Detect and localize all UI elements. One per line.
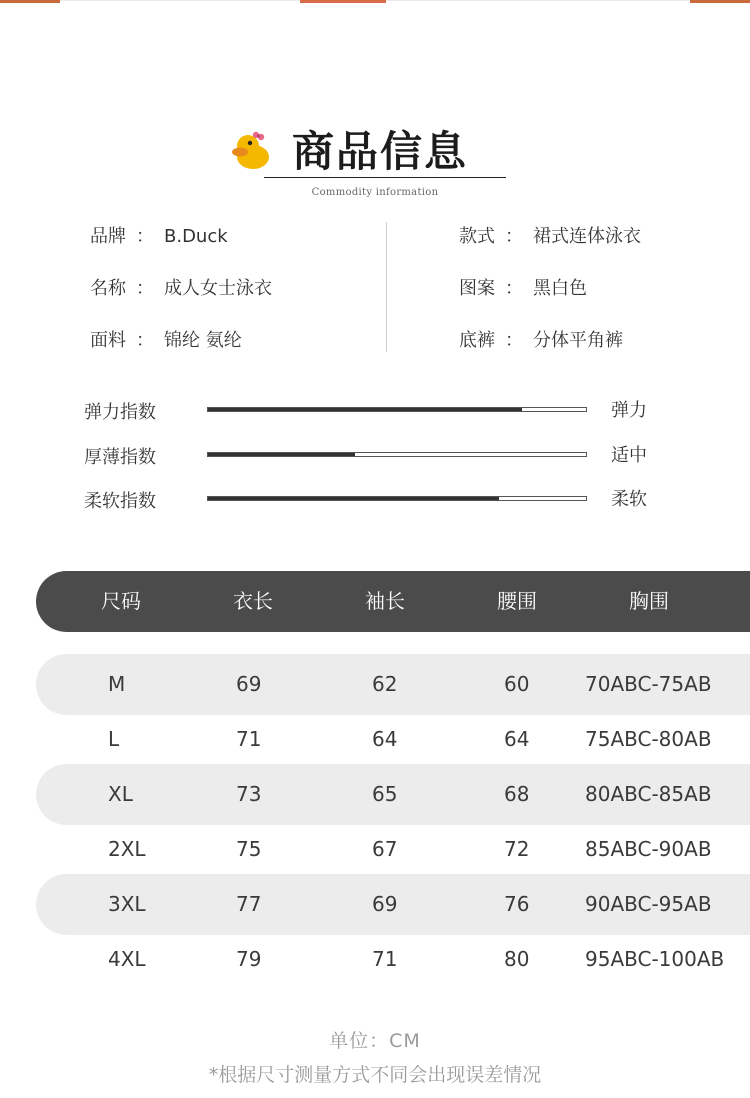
index-label: 厚薄指数 bbox=[84, 447, 156, 468]
page-subtitle: Commodity information bbox=[311, 187, 439, 198]
cell-length: 69 bbox=[236, 672, 262, 696]
info-label: 款式 bbox=[459, 226, 495, 247]
info-label: 图案 bbox=[459, 278, 495, 299]
info-separator: ： bbox=[505, 278, 523, 299]
cell-sleeve: 62 bbox=[372, 672, 398, 696]
top-accent-left bbox=[0, 0, 60, 3]
info-brand bbox=[90, 222, 228, 248]
index-bar-track bbox=[207, 496, 587, 501]
cell-bust: 90ABC-95AB bbox=[585, 892, 712, 916]
page-title: 商品信息 bbox=[292, 127, 469, 176]
info-value: 锦纶 氨纶 bbox=[164, 330, 242, 351]
info-value: 裙式连体泳衣 bbox=[533, 226, 641, 247]
cell-size: 4XL bbox=[108, 947, 146, 971]
title-underline bbox=[264, 177, 506, 178]
index-bar-track bbox=[207, 407, 587, 412]
info-style bbox=[459, 222, 641, 248]
table-row bbox=[36, 929, 750, 990]
info-separator: ： bbox=[505, 226, 523, 247]
cell-length: 73 bbox=[236, 782, 262, 806]
info-pattern bbox=[459, 274, 587, 300]
cell-length: 77 bbox=[236, 892, 262, 916]
unit-label: 单位：CM bbox=[329, 1030, 421, 1052]
cell-size: M bbox=[108, 672, 126, 696]
size-table-header bbox=[36, 571, 750, 632]
cell-sleeve: 69 bbox=[372, 892, 398, 916]
cell-sleeve: 64 bbox=[372, 727, 398, 751]
info-value: 成人女士泳衣 bbox=[164, 278, 272, 299]
index-value: 适中 bbox=[611, 445, 647, 466]
info-bottoms bbox=[459, 326, 623, 352]
table-row bbox=[36, 654, 750, 715]
measurement-note: *根据尺寸测量方式不同会出现误差情况 bbox=[208, 1064, 542, 1086]
info-value: B.Duck bbox=[164, 226, 228, 247]
info-separator: ： bbox=[505, 330, 523, 351]
cell-size: L bbox=[108, 727, 120, 751]
elasticity-index bbox=[0, 396, 750, 426]
info-label: 品牌 bbox=[90, 226, 126, 247]
info-label: 面料 bbox=[90, 330, 126, 351]
header-bust: 胸围 bbox=[629, 589, 669, 613]
cell-size: 2XL bbox=[108, 837, 146, 861]
info-name bbox=[90, 274, 272, 300]
header-sleeve: 袖长 bbox=[365, 589, 405, 613]
header-length: 衣长 bbox=[233, 589, 273, 613]
index-label: 弹力指数 bbox=[84, 402, 156, 423]
info-label: 名称 bbox=[90, 278, 126, 299]
index-bar-fill bbox=[208, 497, 499, 500]
top-accent-middle bbox=[300, 0, 386, 3]
cell-waist: 72 bbox=[504, 837, 530, 861]
cell-sleeve: 71 bbox=[372, 947, 398, 971]
cell-length: 79 bbox=[236, 947, 262, 971]
duck-icon bbox=[228, 127, 276, 175]
info-divider bbox=[386, 222, 387, 352]
index-label: 柔软指数 bbox=[84, 491, 156, 512]
title-block bbox=[0, 115, 750, 205]
top-accent-right bbox=[690, 0, 750, 3]
info-label: 底裤 bbox=[459, 330, 495, 351]
cell-size: 3XL bbox=[108, 892, 146, 916]
cell-bust: 85ABC-90AB bbox=[585, 837, 712, 861]
cell-length: 71 bbox=[236, 727, 262, 751]
info-fabric bbox=[90, 326, 242, 352]
cell-sleeve: 67 bbox=[372, 837, 398, 861]
cell-waist: 60 bbox=[504, 672, 530, 696]
cell-length: 75 bbox=[236, 837, 262, 861]
cell-bust: 75ABC-80AB bbox=[585, 727, 712, 751]
cell-waist: 68 bbox=[504, 782, 530, 806]
table-row bbox=[36, 819, 750, 880]
header-waist: 腰围 bbox=[497, 589, 537, 613]
softness-index bbox=[0, 485, 750, 515]
cell-sleeve: 65 bbox=[372, 782, 398, 806]
index-bar-fill bbox=[208, 453, 355, 456]
cell-bust: 70ABC-75AB bbox=[585, 672, 712, 696]
cell-waist: 80 bbox=[504, 947, 530, 971]
index-bar-track bbox=[207, 452, 587, 457]
info-value: 黑白色 bbox=[533, 278, 587, 299]
info-separator: ： bbox=[136, 330, 154, 351]
table-row bbox=[36, 874, 750, 935]
cell-waist: 64 bbox=[504, 727, 530, 751]
index-value: 柔软 bbox=[611, 489, 647, 510]
cell-waist: 76 bbox=[504, 892, 530, 916]
info-value: 分体平角裤 bbox=[533, 330, 623, 351]
index-value: 弹力 bbox=[611, 400, 647, 421]
index-bar-fill bbox=[208, 408, 522, 411]
table-row bbox=[36, 764, 750, 825]
header-size: 尺码 bbox=[101, 589, 141, 613]
table-row bbox=[36, 709, 750, 770]
thickness-index bbox=[0, 441, 750, 471]
info-separator: ： bbox=[136, 278, 154, 299]
cell-bust: 80ABC-85AB bbox=[585, 782, 712, 806]
cell-bust: 95ABC-100AB bbox=[585, 947, 725, 971]
cell-size: XL bbox=[108, 782, 133, 806]
info-separator: ： bbox=[136, 226, 154, 247]
